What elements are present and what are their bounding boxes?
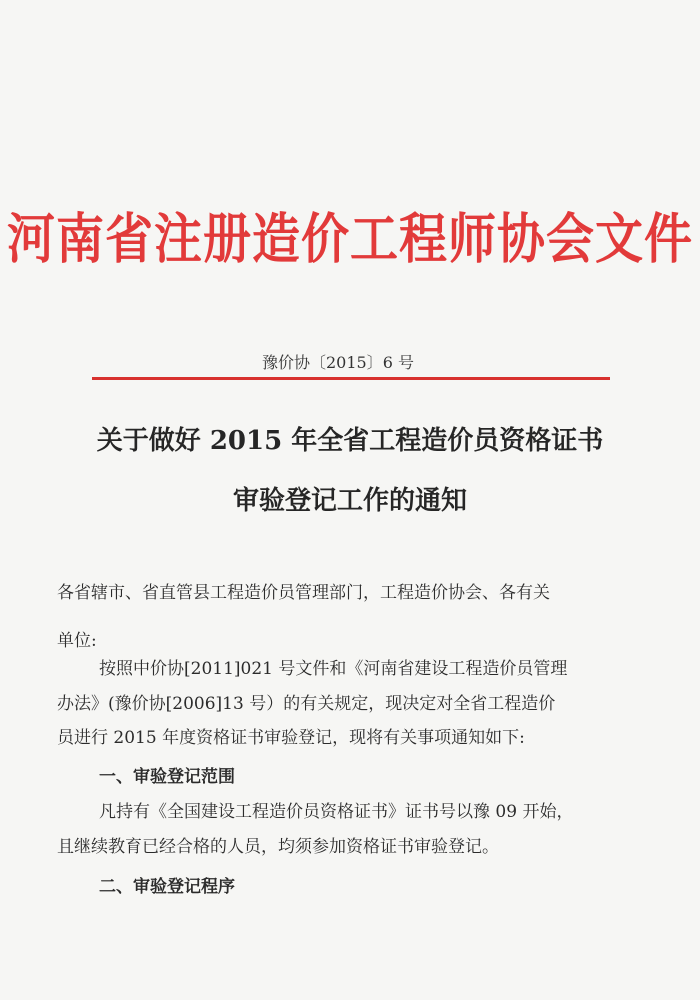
section-1-line-1: 凡持有《全国建设工程造价员资格证书》证书号以豫 09 开始， — [99, 802, 574, 822]
letterhead-title: 河南省注册造价工程师协会文件 — [6, 208, 693, 272]
body-paragraph-line-2: 办法》(豫价协[2006]13 号）的有关规定，现决定对全省工程造价 — [57, 694, 556, 714]
section-1-line-2: 且继续教育已经合格的人员，均须参加资格证书审验登记。 — [57, 837, 499, 857]
red-divider-line — [92, 377, 610, 380]
document-number: 豫价协〔2015〕6 号 — [262, 353, 414, 372]
addressee-line-1: 各省辖市、省直管县工程造价员管理部门，工程造价协会、各有关 — [57, 583, 550, 603]
notice-title-line-2: 审验登记工作的通知 — [232, 486, 467, 516]
addressee-line-2: 单位: — [57, 631, 97, 651]
body-paragraph-line-3: 员进行 2015 年度资格证书审验登记，现将有关事项通知如下: — [57, 728, 525, 748]
section-2-heading: 二、审验登记程序 — [99, 877, 235, 897]
section-1-heading: 一、审验登记范围 — [99, 767, 235, 787]
body-paragraph-line-1: 按照中价协[2011]021 号文件和《河南省建设工程造价员管理 — [99, 659, 568, 679]
notice-title-line-1: 关于做好 2015 年全省工程造价员资格证书 — [96, 426, 604, 456]
